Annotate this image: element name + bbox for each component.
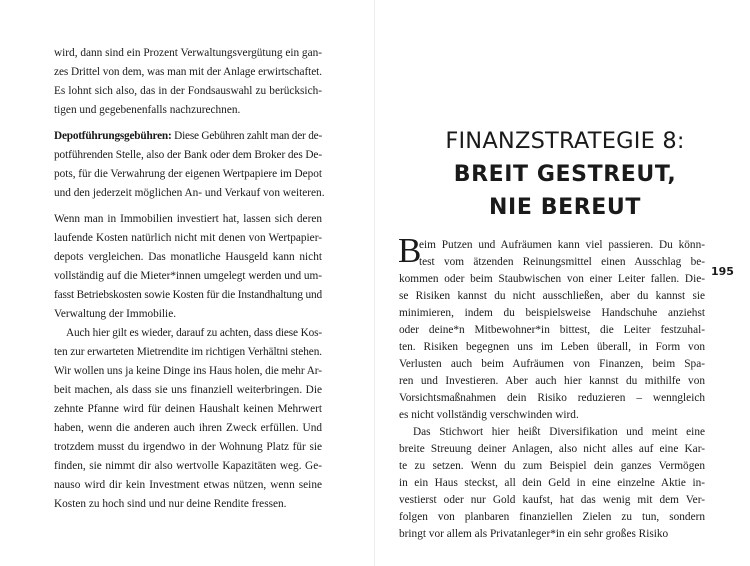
text-line: Das Stichwort hier heißt Diversifikation und meint eine — [413, 426, 705, 438]
text-line: Auch hier gilt es wieder, darauf zu achten, dass diese Kos- — [66, 327, 322, 339]
text-line: potführenden Stelle, also der Bank oder dem Broker des De- — [54, 149, 322, 161]
text-line: vollständig auf die Mieter*innen umgelegt werden und um- — [54, 270, 322, 282]
text-line: kommen oder beim Staubwischen von einer Leiter fallen. Die- — [399, 273, 705, 285]
strategy-heading-line3: NIE BEREUT — [489, 195, 641, 220]
text-line: test vom ätzenden Reinungsmittel einen Ausschlag be- — [419, 256, 705, 268]
text-line: se Risiken kannst du nicht ausschließen, aber du kannst sie — [399, 290, 705, 302]
text-line: beit machen, als dass sie uns finanziell weiterbringen. Die — [54, 384, 322, 396]
text-line: zes Drittel von dem, was man mit der Anlage erwirtschaftet. — [54, 66, 322, 78]
text-line: Vorsichtsmaßnahmen dein Risiko reduzieren – wenngleich — [399, 392, 705, 404]
drop-cap: B — [398, 231, 422, 270]
strategy-heading-line2: BREIT GESTREUT, — [453, 162, 677, 187]
strategy-heading-line1: FINANZSTRATEGIE 8: — [445, 128, 685, 154]
text-line: fasst Betriebskosten sowie Kosten für die Instandhaltung und — [54, 289, 322, 301]
text-line: es nicht vollständig verschwinden wird. — [399, 409, 579, 421]
page-number: 195 — [711, 265, 734, 278]
right-page — [375, 0, 750, 566]
text-line: breite Streuung deiner Anlagen, also nicht alles auf eine Kar- — [399, 443, 705, 455]
text-line: eim Putzen und Aufräumen kann viel passieren. Du könn- — [419, 239, 705, 251]
text-line: tigen und gegebenenfalls nachzurechnen. — [54, 104, 241, 116]
text-line: Verlusten auch beim Aufräumen von Finanzen, beim Spa- — [399, 358, 705, 370]
text-line: folgen von planbaren finanziellen Zielen zu tun, sondern — [399, 511, 705, 523]
text-line: pots, für die Verwahrung der eigenen Wertpapiere im Depot — [54, 168, 322, 180]
text-line: zehnte Pfanne wird für deinen Haushalt keinen Mehrwert — [54, 403, 322, 415]
text-line: Es lohnt sich also, das in der Fondsauswahl zu berücksich- — [54, 85, 322, 97]
text-line: Kosten zu hoch sind und nur deine Rendite fressen. — [54, 498, 287, 510]
text-line: Wenn man in Immobilien investiert hat, lassen sich deren — [54, 213, 322, 225]
text-line: ren und Investieren. Aber auch hier kannst du mithilfe von — [399, 375, 705, 387]
text-line: laufende Kosten natürlich nicht mit denen von Wertpapier- — [54, 232, 322, 244]
text-line: wird, dann sind ein Prozent Verwaltungsvergütung ein gan- — [54, 47, 322, 59]
text-line: in ein Haus steckst, all dein Geld in eine einzelne Aktie in- — [399, 477, 705, 489]
text-line: nauso wird dir kein Investment etwas nützen, wenn seine — [54, 479, 322, 491]
text-line: bringt vor allem als Privatanleger*in ein sehr großes Risiko — [399, 528, 669, 540]
text-line: Wir wollen uns ja keine Dinge ins Haus holen, die mehr Ar- — [54, 365, 322, 377]
text-line: ten zur erwarteten Mietrendite im richtigen Verhältni stehen. — [54, 346, 322, 358]
text-line — [54, 128, 322, 144]
text-line: haben, wenn die anderen auch ihren Zweck erfüllen. Und — [54, 422, 322, 434]
text-line: Verwaltung der Immobilie. — [54, 308, 177, 320]
text-line: vestierst oder nur Gold kaufst, hat das wenig mit dem Ver- — [399, 494, 705, 506]
text-line: depots vergleichen. Das monatliche Hausgeld kann nicht — [54, 251, 322, 263]
text-line: trotzdem musst du irgendwo in der Wohnung Platz für sie — [54, 441, 322, 453]
text-line: finden, sie nimmt dir also wertvolle Kapazitäten weg. Ge- — [54, 460, 322, 472]
text-line: ten. Risiken begegnen uns im Leben überall, in Form von — [399, 341, 705, 353]
text-line: minimieren, indem du beispielsweise Handschuhe anziehst — [399, 307, 705, 319]
text-fragment: Diese Gebühren zahlt man der de- — [171, 130, 322, 142]
text-line: oder deine*n Mitbewohner*in bittest, die Leiter festzuhal- — [399, 324, 705, 336]
text-line: te zu setzen. Wenn du zum Beispiel dein ganzes Vermögen — [399, 460, 705, 472]
depot-term: Depotführungsgebühren: — [54, 130, 172, 142]
text-line: und den jederzeit möglichen An- und Verkauf von weiteren. — [54, 187, 325, 199]
